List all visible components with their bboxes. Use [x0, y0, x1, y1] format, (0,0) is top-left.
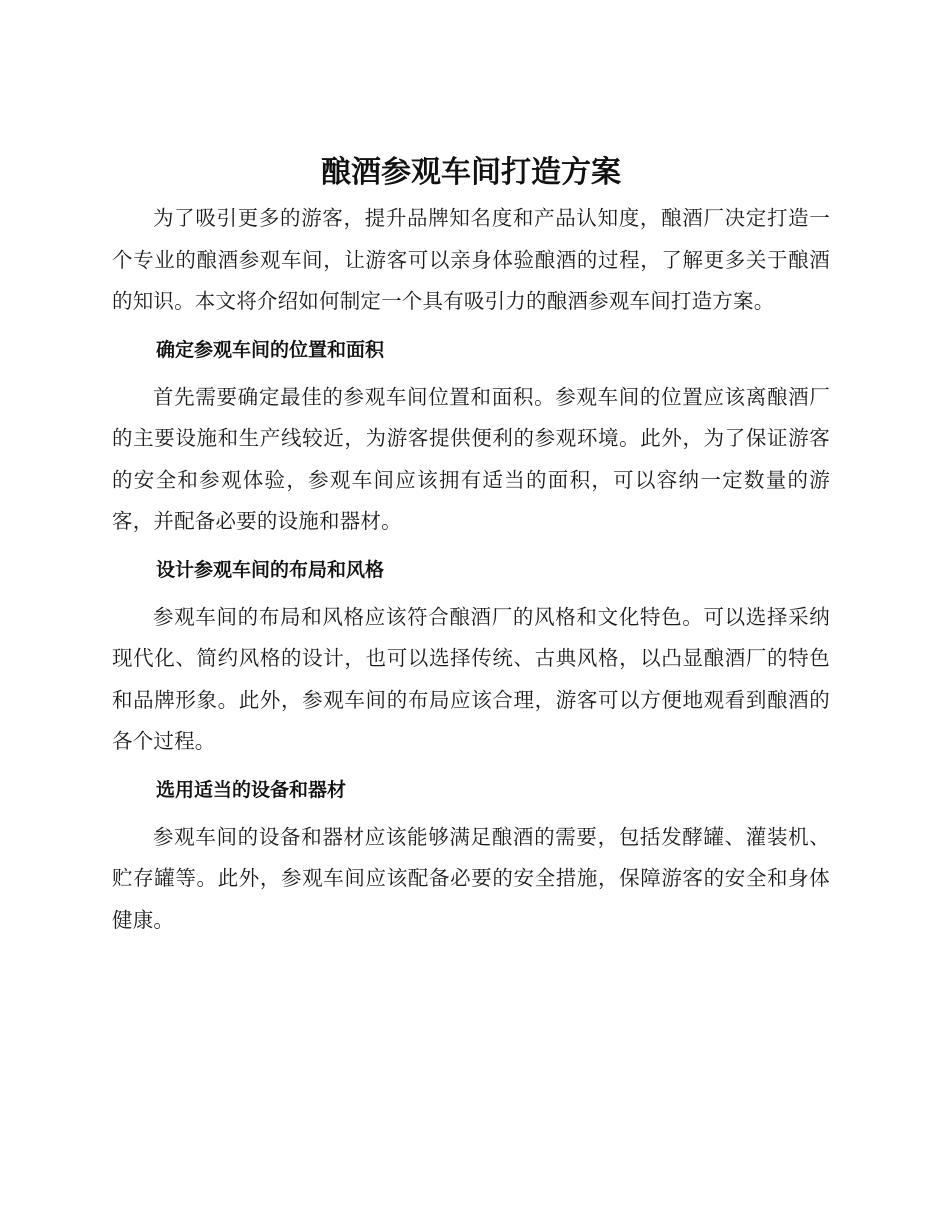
document-content: [112, 148, 830, 949]
section-equipment: [112, 775, 830, 942]
section-heading: 设计参观车间的布局和风格: [156, 558, 385, 581]
section-layout-style: [112, 555, 830, 763]
section-heading: 选用适当的设备和器材: [156, 778, 347, 801]
document-title: 酿酒参观车间打造方案: [321, 155, 621, 190]
section-body: 参观车间的设备和器材应该能够满足酿酒的需要，包括发酵罐、灌装机、贮存罐等。此外，参观车间应该配备必要的安全措施，保障游客的安全和身体健康。: [112, 824, 830, 932]
intro-paragraph: 为了吸引更多的游客，提升品牌知名度和产品认知度，酿酒厂决定打造一个专业的酿酒参观车间，让游客可以亲身体验酿酒的过程，了解更多关于酿酒的知识。本文将介绍如何制定一个具有吸引力的酿酒参观车间打造方案。: [112, 206, 830, 313]
section-body: 首先需要确定最佳的参观车间位置和面积。参观车间的位置应该离酿酒厂的主要设施和生产线较近，为游客提供便利的参观环境。此外，为了保证游客的安全和参观体验，参观车间应该拥有适当的面积，可以容纳一定数量的游客，并配备必要的设施和器材。: [112, 384, 830, 533]
section-heading: 确定参观车间的位置和面积: [156, 338, 385, 361]
section-body: 参观车间的布局和风格应该符合酿酒厂的风格和文化特色。可以选择采纳现代化、简约风格的设计，也可以选择传统、古典风格，以凸显酿酒厂的特色和品牌形象。此外，参观车间的布局应该合理，游客可以方便地观看到酿酒的各个过程。: [112, 604, 830, 753]
section-location: [112, 335, 830, 543]
